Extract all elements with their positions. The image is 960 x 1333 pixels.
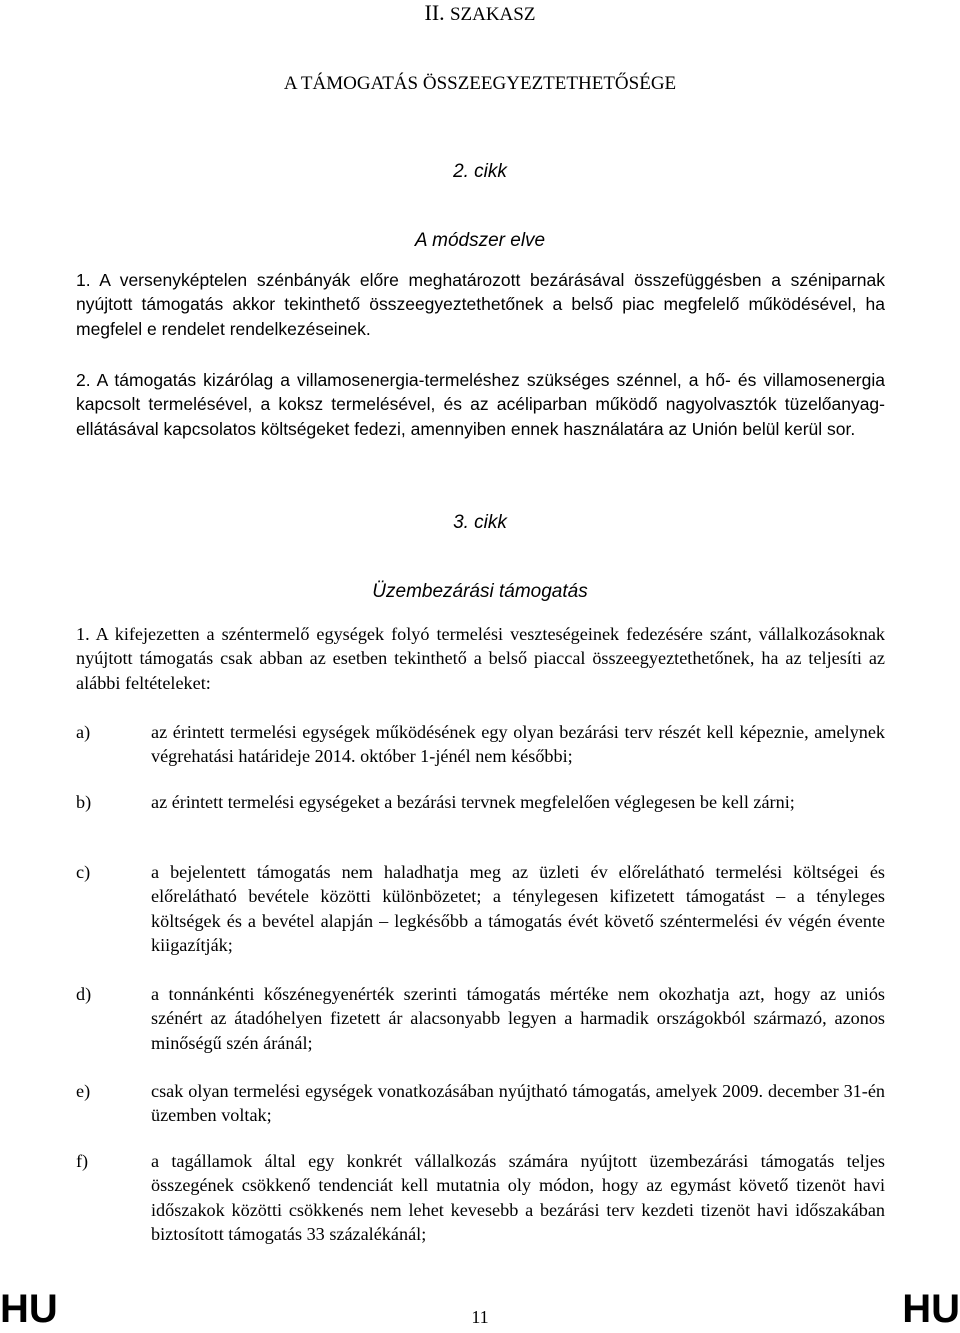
- list-item-label: c): [76, 862, 91, 882]
- footer-language-left: HU: [0, 1287, 58, 1331]
- list-item-label: f): [76, 1151, 89, 1171]
- list-item-label: a): [76, 722, 91, 742]
- article-2-title: A módszer elve: [414, 230, 546, 251]
- list-item-label: d): [76, 984, 92, 1004]
- section-number: II.: [424, 0, 445, 25]
- section-heading: [0, 0, 960, 28]
- list-item-text: a tonnánkénti kőszénegyenérték szerinti támogatás mértéke nem okozhatja azt, hogy az uniós szénért az átadóhelyen fizetett ár alacsonyabb legyen a harmadik országokból származó, azonos minőségű szén áránál;: [151, 984, 885, 1053]
- list-item-label: b): [76, 792, 92, 812]
- article-3-number: 3. cikk: [453, 512, 507, 533]
- article-2-paragraph-1: 1. A versenyképtelen szénbányák előre meghatározott bezárásával összefüggésben a széniparnak nyújtott támogatás akkor tekinthető összeegyeztethetőnek a belső piac megfelelő működésével, ha megfelel e rendelet rendelkezéseinek.: [76, 270, 885, 339]
- list-item-text: az érintett termelési egységeket a bezárási tervnek megfelelően véglegesen be kell zárni;: [151, 792, 795, 812]
- list-item-text: csak olyan termelési egységek vonatkozásában nyújtható támogatás, amelyek 2009. december 31-én üzemben voltak;: [151, 1081, 885, 1126]
- chapter-title: A TÁMOGATÁS ÖSSZEEGYEZTETHETŐSÉGE: [283, 73, 677, 94]
- article-2-paragraph-2: 2. A támogatás kizárólag a villamosenergia-termeléshez szükséges szénnel, a hő- és villamosenergia kapcsolt termelésével, a koksz termelésével, és az acéliparban működő nagyolvasztók tüzelőanyag-ellátásával kapcsolatos költségeket fedezi, amennyiben ennek használatára az Unión belül kerül sor.: [76, 370, 885, 439]
- list-item-text: az érintett termelési egységek működésének egy olyan bezárási terv részét kell képeznie, amelynek végrehatási határideje 2014. október 1-jénél nem későbbi;: [151, 722, 885, 767]
- footer-language-right: HU: [902, 1287, 960, 1331]
- list-item-text: a bejelentett támogatás nem haladhatja meg az üzleti év előrelátható termelési költségei és előrelátható bevétele közötti különbözetet; a ténylegesen kifizetett támogatást – a tényleges költségek és a bevétel alapján – legkésőbb a támogatás évét követő széntermelési év végén évente kiigazítják;: [151, 862, 885, 955]
- article-3-intro: 1. A kifejezetten a széntermelő egységek folyó termelési veszteségeinek fedezésére szánt, vállalkozásoknak nyújtott támogatás csak abban az esetben tekinthető a belső piaccal összeegyeztethetőnek, ha az teljesíti az alábbi feltételeket:: [76, 624, 885, 693]
- page-number: 11: [471, 1307, 489, 1327]
- list-item-label: e): [76, 1081, 91, 1101]
- article-2-number: 2. cikk: [453, 161, 507, 182]
- article-3-title: Üzembezárási támogatás: [372, 581, 588, 602]
- list-item-text: a tagállamok által egy konkrét vállalkozás számára nyújtott üzembezárási támogatás teljes összegének csökkenő tendenciát kell mutatnia oly módon, hogy az egymást követő tizenöt havi időszakok közötti csökkenés nem lehet kevesebb a bezárási terv kezdeti tizenöt havi időszakában biztosított támogatás 33 százalékánál;: [151, 1151, 885, 1244]
- section-word: SZAKASZ: [449, 4, 536, 25]
